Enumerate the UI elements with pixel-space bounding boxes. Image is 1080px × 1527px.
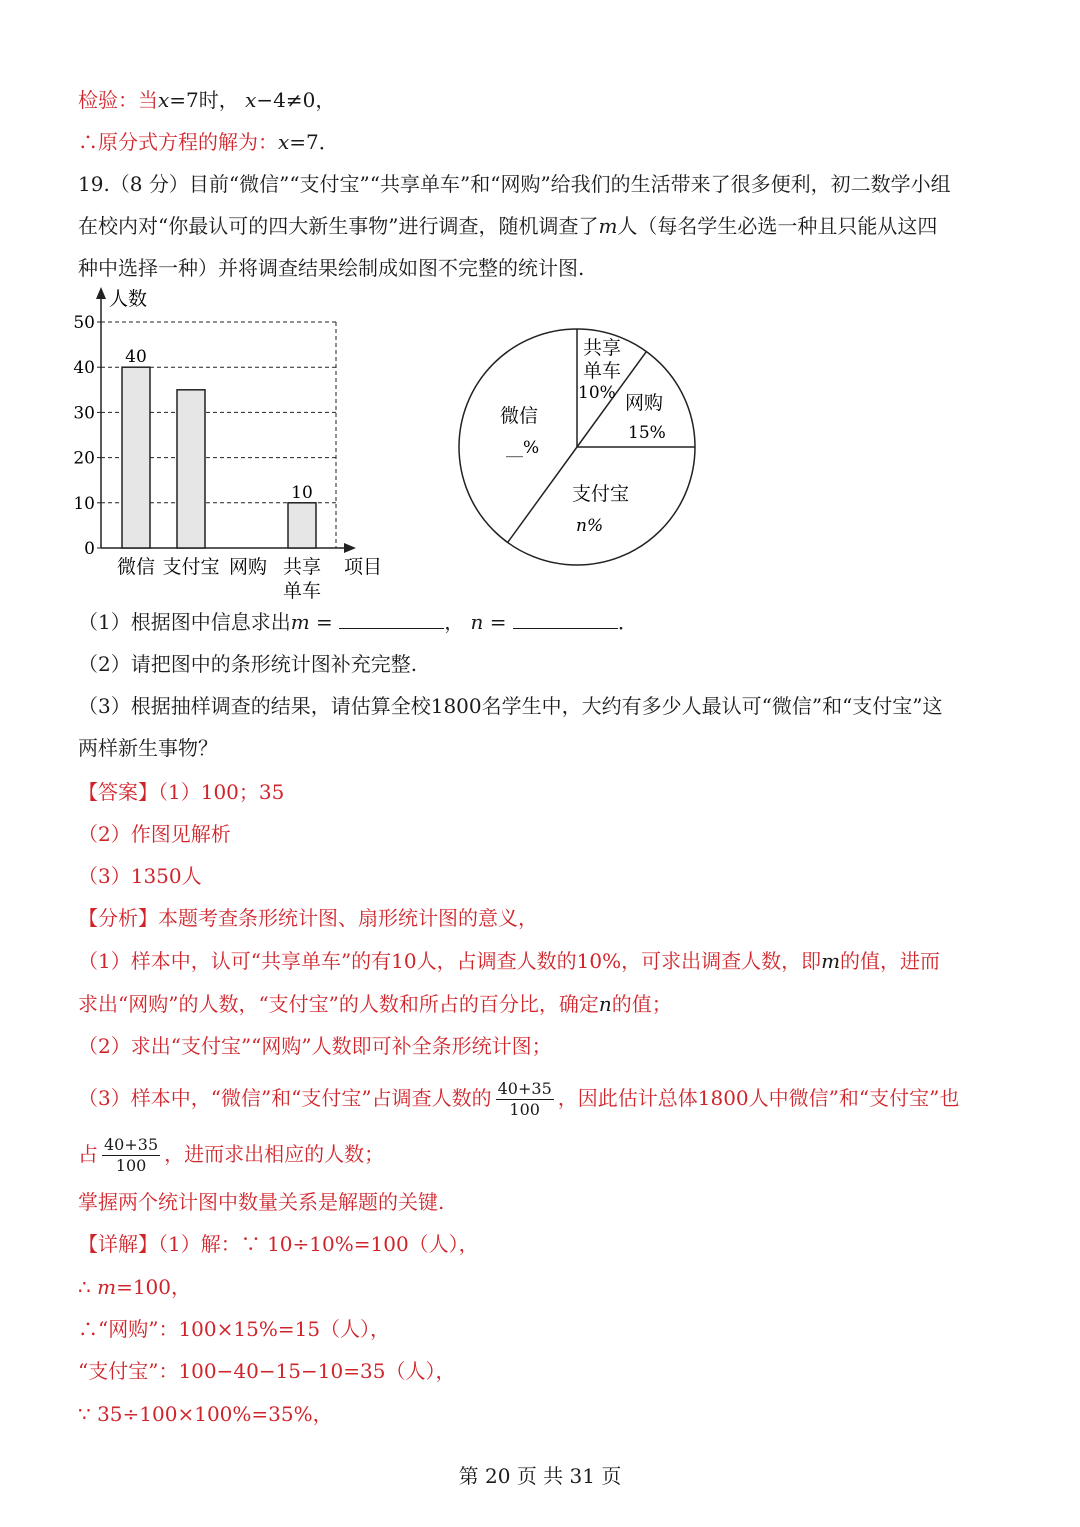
analysis-p1-line1: （1）样本中，认可“共享单车”的有10人，占调查人数的10%，可求出调查人数，即m的值，进而: [78, 949, 941, 973]
bar-chart: [70, 285, 400, 605]
solution-line: ∴原分式方程的解为：x=7．: [78, 130, 339, 154]
fraction: $\frac{40+35}{100}$: [497, 1079, 552, 1119]
y-tick-label: 20: [73, 448, 95, 469]
answer-1: 【答案】（1）100；35: [78, 780, 285, 804]
subquestion-3-line2: 两样新生事物？: [78, 736, 218, 760]
y-tick-label: 50: [73, 313, 95, 333]
subquestion-3-line1: （3）根据抽样调查的结果，请估算全校1800名学生中，大约有多少人最认可“微信”和“支付宝”这: [78, 694, 943, 718]
pie-label: 单车: [583, 360, 622, 382]
detail-line-5: ∵ 35÷100×100%=35%，: [78, 1402, 333, 1426]
answer-tag: 【答案】: [78, 780, 158, 804]
detail-line-1: 【详解】（1）解：∵ 10÷10%=100（人），: [78, 1232, 479, 1256]
page-footer: 第 20 页 共 31 页: [458, 1464, 622, 1488]
pie-percent: n%: [576, 516, 604, 536]
answer-3: （3）1350人: [78, 864, 202, 888]
answer-2: （2）作图见解析: [78, 822, 231, 846]
check-text: 检验：当: [78, 88, 158, 112]
pie-percent: 15%: [628, 423, 666, 443]
bar-data-label: 10: [291, 482, 313, 503]
question-line-1: 19.（8 分）目前“微信”“支付宝”“共享单车”和“网购”给我们的生活带来了很多便利，初二数学小组: [78, 172, 951, 196]
y-tick-label: 40: [73, 358, 95, 379]
y-tick-label: 0: [84, 539, 95, 559]
detail-tag: 【详解】: [78, 1232, 158, 1256]
question-line-2: 在校内对“你最认可的四大新生事物”进行调查，随机调查了m人（每名学生必选一种且只能从这四: [78, 214, 938, 238]
pie-chart: [450, 320, 710, 580]
analysis-intro: 【分析】本题考查条形统计图、扇形统计图的意义，: [78, 906, 538, 930]
category-label: 支付宝: [162, 556, 220, 578]
detail-line-3: ∴“网购”：100×15%=15（人），: [78, 1317, 391, 1341]
y-tick-label: 30: [73, 403, 95, 424]
fraction: $\frac{40+35}{100}$: [104, 1135, 159, 1175]
y-tick-label: 10: [73, 493, 95, 514]
bar: [177, 390, 205, 548]
y-axis-arrow: [96, 287, 106, 299]
analysis-tag: 【分析】: [78, 906, 158, 930]
bar-data-label: 40: [125, 347, 147, 368]
analysis-key: 掌握两个统计图中数量关系是解题的关键.: [78, 1190, 445, 1214]
analysis-p1-line2: 求出“网购”的人数，“支付宝”的人数和所占的百分比，确定n的值；: [78, 992, 672, 1016]
category-label: 微信: [116, 556, 156, 578]
analysis-p3-line1: （3）样本中，“微信”和“支付宝”占调查人数的 $\frac{40+35}{100}$ ，因此估计总体1800人中微信”和“支付宝”也: [78, 1079, 960, 1119]
pie-percent: 10%: [578, 383, 616, 403]
answer-blank-n[interactable]: [513, 608, 618, 629]
detail-line-4: “支付宝”：100−40−15−10=35（人），: [78, 1359, 456, 1383]
answer-blank-m[interactable]: [339, 608, 444, 629]
bar: [288, 503, 316, 548]
bar: [122, 367, 150, 548]
category-label: 单车: [282, 580, 322, 602]
analysis-p3-line2: 占 $\frac{40+35}{100}$ ，进而求出相应的人数；: [78, 1135, 385, 1175]
pie-label: 微信: [500, 405, 539, 427]
pie-label: 网购: [625, 392, 664, 414]
pie-label: 共享: [583, 337, 622, 359]
detail-line-2: ∴ m=100，: [78, 1275, 191, 1299]
pie-label: 支付宝: [572, 483, 630, 505]
y-axis-title: 人数: [109, 288, 148, 310]
category-label: 网购: [228, 556, 268, 578]
analysis-p2: （2）求出“支付宝”“网购”人数即可补全条形统计图；: [78, 1034, 552, 1058]
x-axis-arrow: [344, 543, 356, 553]
subquestion-1: （1）根据图中信息求出m = ， n = ．: [78, 610, 638, 634]
subquestion-2: （2）请把图中的条形统计图补充完整.: [78, 652, 418, 676]
pie-percent: __%: [506, 438, 540, 458]
category-label: 共享: [282, 556, 322, 578]
check-line: 检验：当x=7时， x−4≠0，: [78, 88, 336, 112]
question-line-3: 种中选择一种）并将调查结果绘制成如图不完整的统计图.: [78, 256, 585, 280]
x-axis-title: 项目: [344, 556, 383, 578]
